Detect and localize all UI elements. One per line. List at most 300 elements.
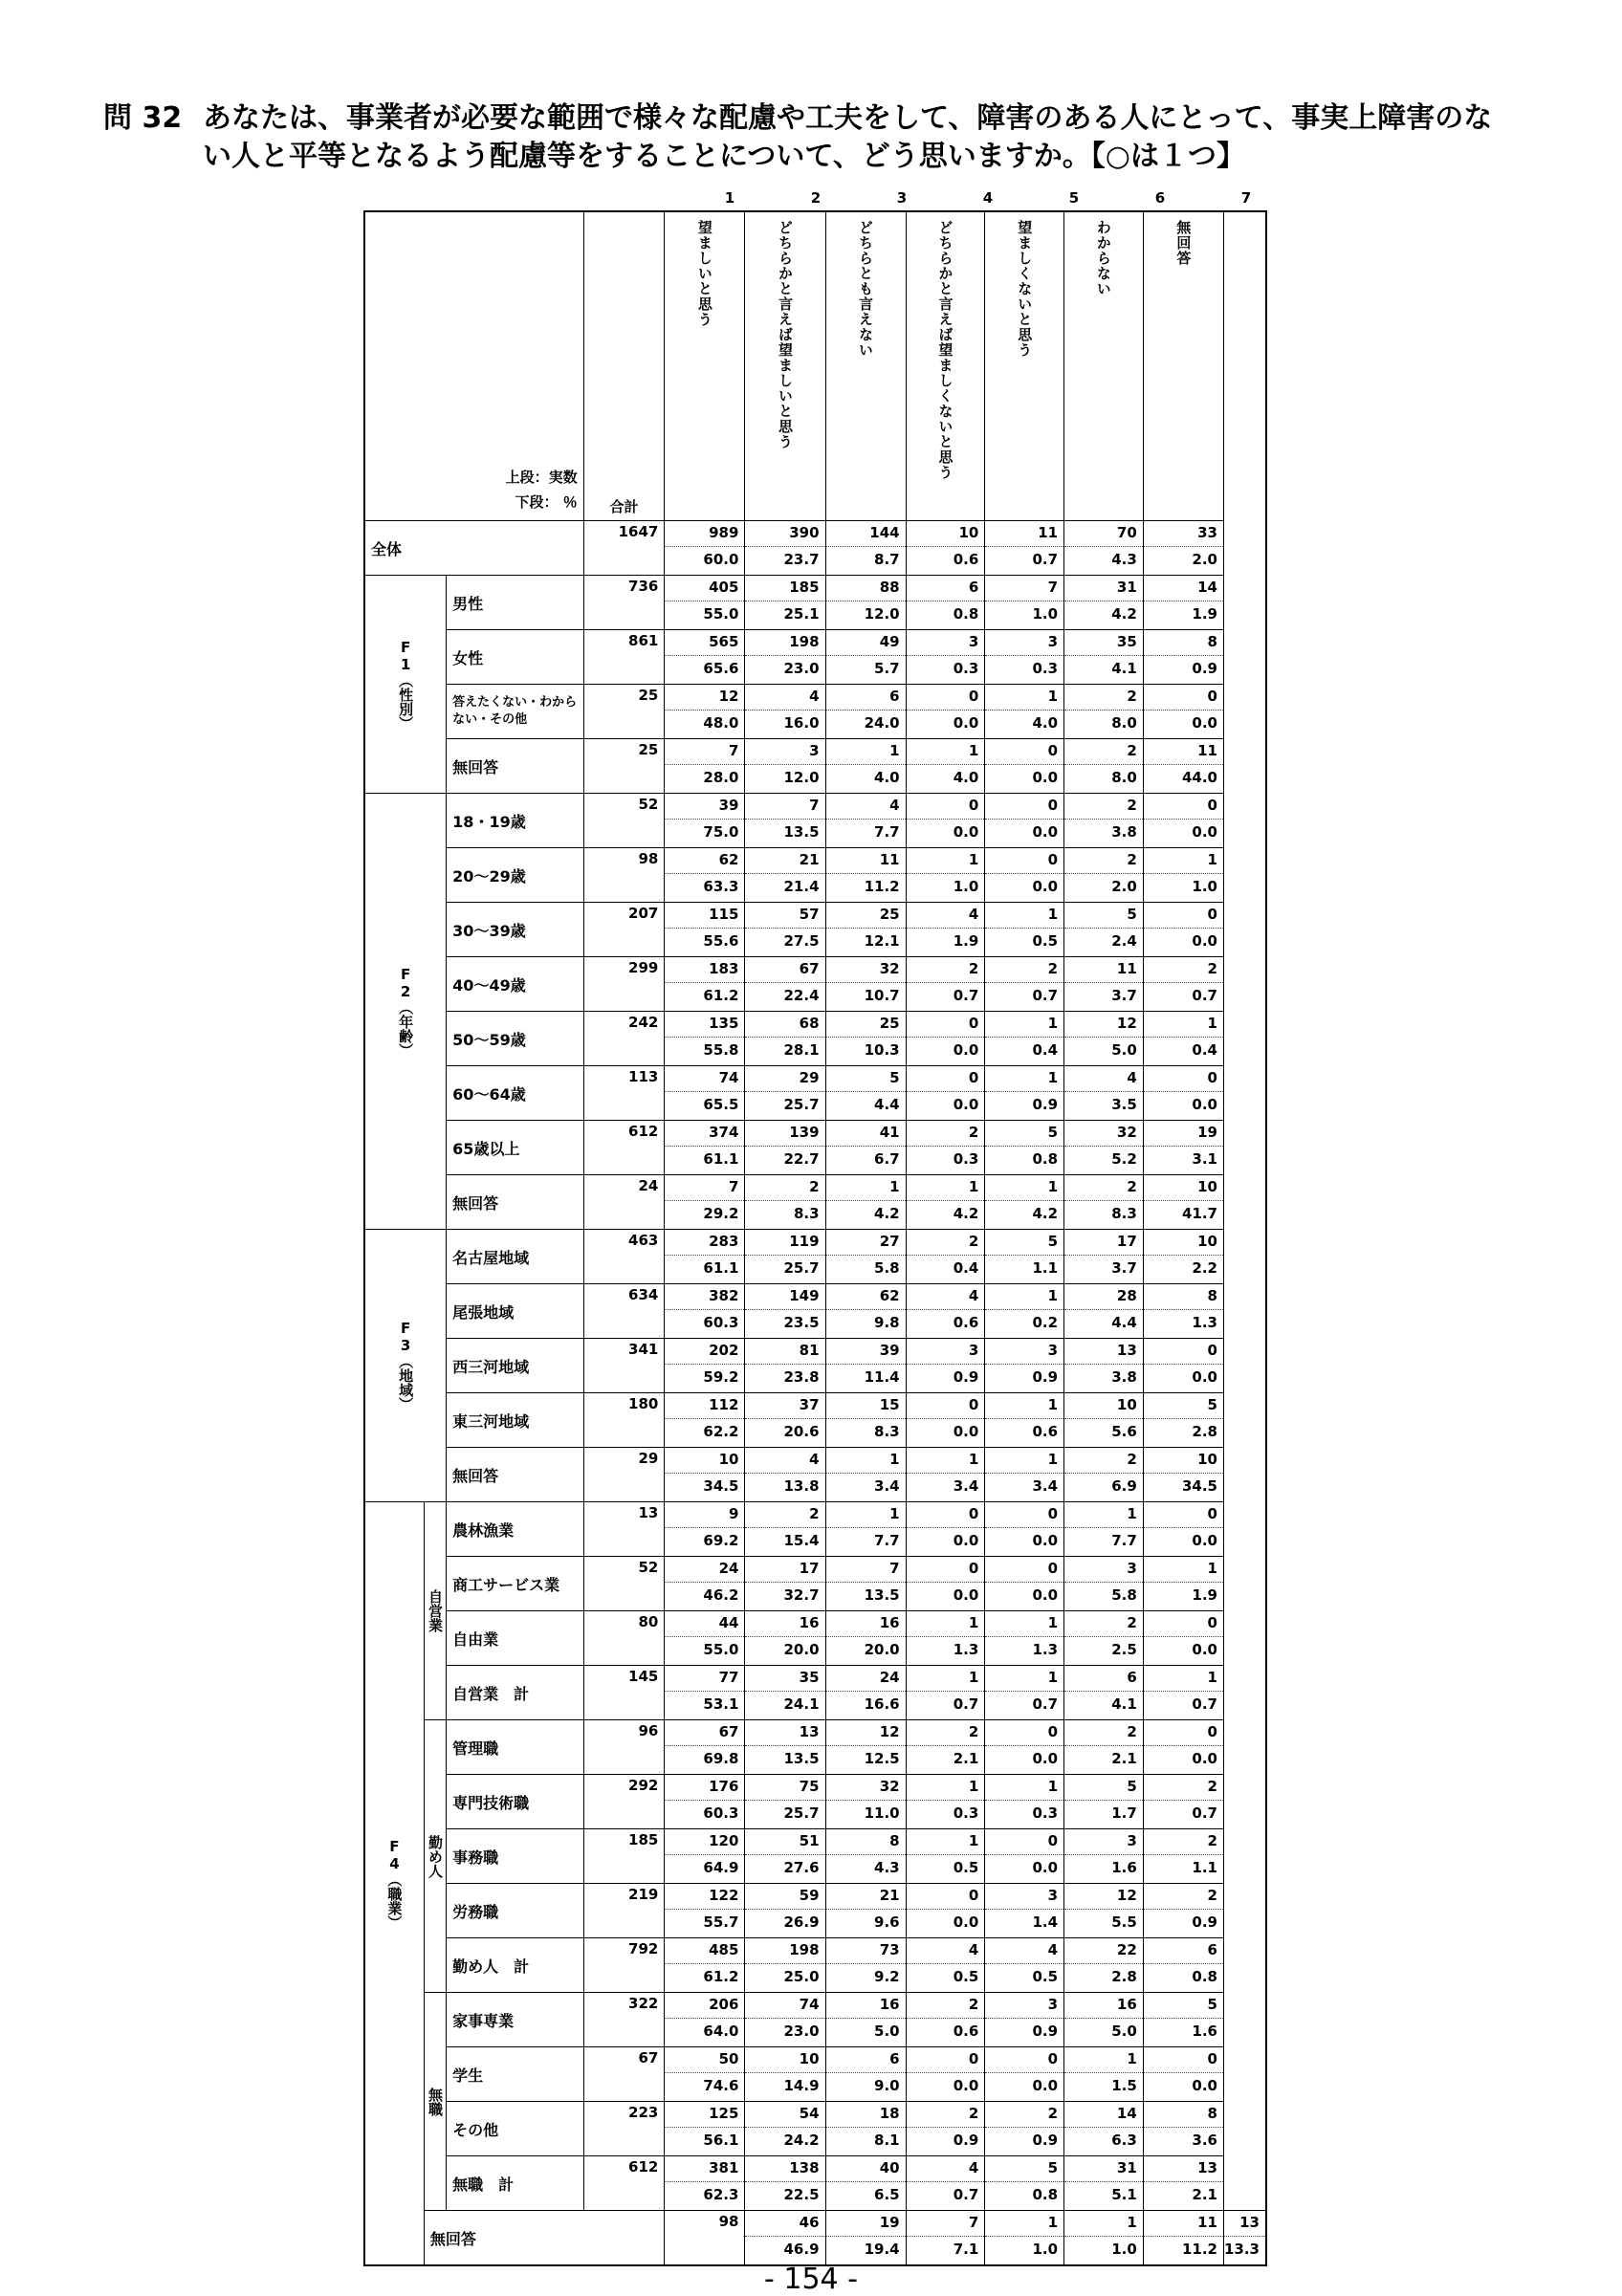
cell-count: 37 bbox=[799, 1396, 820, 1413]
row-total: 792 bbox=[583, 1938, 665, 1993]
data-cell bbox=[665, 1393, 745, 1448]
cell-percent: 46.9 bbox=[745, 2236, 824, 2262]
column-header-label: どちらかと言えば望ましくないと思う bbox=[936, 220, 954, 480]
cell-percent: 59.2 bbox=[665, 1364, 744, 1389]
cell-percent: 9.6 bbox=[826, 1909, 906, 1935]
column-number: 2 bbox=[810, 189, 822, 207]
cell-percent: 23.0 bbox=[745, 2018, 824, 2044]
data-cell bbox=[985, 1284, 1064, 1339]
data-cell bbox=[1064, 576, 1144, 630]
cell-percent: 5.6 bbox=[1064, 1418, 1143, 1444]
data-cell bbox=[906, 1829, 985, 1884]
cell-percent: 1.3 bbox=[907, 1636, 985, 1662]
cell-count: 14 bbox=[1116, 2105, 1137, 2122]
table-row bbox=[364, 1121, 1266, 1175]
table-row bbox=[364, 1938, 1266, 1993]
data-cell bbox=[825, 521, 906, 576]
cell-count: 2 bbox=[1207, 1832, 1217, 1849]
cell-percent: 0.0 bbox=[985, 1582, 1063, 1607]
cell-percent: 11.2 bbox=[1144, 2236, 1223, 2262]
data-cell bbox=[1064, 1012, 1144, 1066]
cell-count: 0 bbox=[1207, 2050, 1217, 2067]
cell-count: 6 bbox=[889, 2050, 900, 2067]
column-number: 3 bbox=[896, 189, 908, 207]
cell-percent: 4.0 bbox=[907, 764, 985, 790]
data-cell bbox=[985, 1339, 1064, 1393]
data-cell bbox=[906, 1339, 985, 1393]
group-label-f2 bbox=[364, 794, 447, 1230]
cell-percent: 13.8 bbox=[745, 1473, 824, 1498]
cell-percent: 25.7 bbox=[745, 1091, 824, 1117]
cell-percent: 55.6 bbox=[665, 928, 744, 953]
subgroup-label-text: 勤め人 bbox=[427, 1834, 444, 1878]
cell-percent: 3.1 bbox=[1144, 1146, 1223, 1171]
cell-percent: 0.0 bbox=[1144, 2072, 1223, 2098]
column-number: 6 bbox=[1154, 189, 1166, 207]
cell-percent: 65.5 bbox=[665, 1091, 744, 1117]
cell-percent: 3.8 bbox=[1064, 819, 1143, 844]
cell-percent: 0.8 bbox=[1144, 1963, 1223, 1989]
data-cell bbox=[745, 2102, 825, 2156]
cell-count: 39 bbox=[718, 797, 739, 814]
cell-count: 1 bbox=[1047, 688, 1059, 705]
data-cell bbox=[745, 1611, 825, 1666]
cell-percent: 29.2 bbox=[665, 1200, 744, 1226]
cell-count: 0 bbox=[968, 1396, 979, 1413]
cell-count: 10 bbox=[718, 1451, 739, 1468]
cell-percent: 0.3 bbox=[985, 1800, 1063, 1826]
cell-percent: 3.8 bbox=[1064, 1364, 1143, 1389]
data-cell bbox=[1223, 2211, 1266, 2266]
data-cell bbox=[1143, 1012, 1223, 1066]
data-cell bbox=[906, 2102, 985, 2156]
cell-percent: 3.5 bbox=[1064, 1091, 1143, 1117]
cell-count: 139 bbox=[789, 1124, 820, 1141]
cell-count: 405 bbox=[709, 579, 739, 596]
cell-count: 19 bbox=[879, 2214, 900, 2231]
cell-count: 75 bbox=[799, 1778, 820, 1795]
data-cell bbox=[1143, 1993, 1223, 2047]
cell-count: 81 bbox=[799, 1342, 820, 1359]
table-row bbox=[364, 1448, 1266, 1502]
data-cell bbox=[1064, 2047, 1144, 2102]
cell-count: 10 bbox=[1116, 1396, 1137, 1413]
data-cell bbox=[745, 2211, 825, 2266]
cell-count: 390 bbox=[789, 524, 820, 541]
data-cell bbox=[985, 1230, 1064, 1284]
data-cell bbox=[1064, 1720, 1144, 1775]
cell-percent: 23.0 bbox=[745, 655, 824, 681]
cell-percent: 0.0 bbox=[1144, 1745, 1223, 1771]
cell-count: 5 bbox=[1207, 1396, 1217, 1413]
cell-percent: 61.2 bbox=[665, 1963, 744, 1989]
row-total: 242 bbox=[583, 1012, 665, 1066]
row-total: 25 bbox=[583, 685, 665, 739]
data-cell bbox=[825, 1666, 906, 1720]
cell-count: 0 bbox=[1207, 688, 1217, 705]
cell-percent: 0.0 bbox=[1144, 928, 1223, 953]
data-cell bbox=[906, 848, 985, 903]
data-cell bbox=[985, 1720, 1064, 1775]
cell-count: 25 bbox=[879, 906, 900, 923]
cell-count: 5 bbox=[1047, 2159, 1059, 2176]
subgroup-label-none bbox=[424, 1993, 446, 2211]
data-cell bbox=[1064, 1884, 1144, 1938]
cell-percent: 2.1 bbox=[1144, 2181, 1223, 2207]
data-cell bbox=[985, 1557, 1064, 1611]
cell-count: 28 bbox=[1116, 1287, 1137, 1304]
data-cell bbox=[985, 1775, 1064, 1829]
data-cell bbox=[665, 1502, 745, 1557]
data-cell bbox=[1064, 794, 1144, 848]
cell-count: 32 bbox=[1116, 1124, 1137, 1141]
cell-count: 0 bbox=[968, 1887, 979, 1904]
cell-count: 19 bbox=[1197, 1124, 1217, 1141]
cell-count: 206 bbox=[709, 1996, 739, 2013]
table-row bbox=[364, 1611, 1266, 1666]
cell-count: 4 bbox=[809, 1451, 820, 1468]
cell-percent: 7.7 bbox=[826, 1527, 906, 1553]
row-label: 40～49歳 bbox=[447, 957, 584, 1012]
cell-count: 1 bbox=[1207, 1669, 1217, 1686]
table-row bbox=[364, 521, 1266, 576]
cell-count: 14 bbox=[1197, 579, 1217, 596]
table-row bbox=[364, 1012, 1266, 1066]
cell-percent: 1.0 bbox=[1064, 2236, 1143, 2262]
data-cell bbox=[745, 2047, 825, 2102]
cell-percent: 5.0 bbox=[826, 2018, 906, 2044]
data-cell bbox=[906, 1230, 985, 1284]
cell-count: 31 bbox=[1116, 579, 1137, 596]
cell-count: 1 bbox=[968, 1614, 979, 1631]
cell-percent: 74.6 bbox=[665, 2072, 744, 2098]
cell-percent: 0.0 bbox=[907, 1527, 985, 1553]
row-label: 無職 計 bbox=[447, 2156, 584, 2211]
cell-count: 1 bbox=[1127, 2214, 1137, 2231]
row-total: 612 bbox=[583, 1121, 665, 1175]
data-cell bbox=[1143, 1230, 1223, 1284]
table-row bbox=[364, 2156, 1266, 2211]
data-cell bbox=[985, 794, 1064, 848]
cell-count: 1 bbox=[889, 1451, 900, 1468]
cell-percent: 61.2 bbox=[665, 982, 744, 1008]
legend-bottom: 下段： ％ bbox=[515, 493, 578, 511]
table-row bbox=[364, 630, 1266, 685]
cell-count: 125 bbox=[709, 2105, 739, 2122]
data-cell bbox=[745, 1829, 825, 1884]
data-cell bbox=[1143, 1066, 1223, 1121]
data-cell bbox=[825, 630, 906, 685]
cell-count: 112 bbox=[709, 1396, 739, 1413]
data-cell bbox=[1143, 1611, 1223, 1666]
cell-count: 115 bbox=[709, 906, 739, 923]
cell-count: 0 bbox=[1207, 1723, 1217, 1740]
cell-percent: 7.7 bbox=[1064, 1527, 1143, 1553]
row-total: 341 bbox=[583, 1339, 665, 1393]
cell-count: 5 bbox=[889, 1069, 900, 1086]
table-row bbox=[364, 1393, 1266, 1448]
data-cell bbox=[665, 1284, 745, 1339]
data-cell bbox=[825, 1393, 906, 1448]
cell-percent: 22.4 bbox=[745, 982, 824, 1008]
column-header bbox=[1064, 211, 1144, 521]
cell-count: 21 bbox=[879, 1887, 900, 1904]
data-cell bbox=[665, 1230, 745, 1284]
cell-count: 5 bbox=[1047, 1124, 1059, 1141]
data-cell bbox=[825, 1938, 906, 1993]
cell-percent: 4.2 bbox=[907, 1200, 985, 1226]
cell-percent: 1.5 bbox=[1064, 2072, 1143, 2098]
row-total: 24 bbox=[583, 1175, 665, 1230]
cell-count: 6 bbox=[1207, 1941, 1217, 1958]
cell-percent: 4.4 bbox=[826, 1091, 906, 1117]
data-cell bbox=[906, 1938, 985, 1993]
cell-percent: 0.0 bbox=[1144, 1091, 1223, 1117]
group-label-text: F1（性別） bbox=[397, 638, 415, 731]
data-cell bbox=[906, 1502, 985, 1557]
data-cell bbox=[825, 1448, 906, 1502]
row-total: 113 bbox=[583, 1066, 665, 1121]
cell-count: 382 bbox=[709, 1287, 739, 1304]
table-row bbox=[364, 1284, 1266, 1339]
cell-percent: 13.5 bbox=[826, 1582, 906, 1607]
cell-percent: 1.0 bbox=[985, 2236, 1063, 2262]
data-cell bbox=[1064, 1284, 1144, 1339]
cell-percent: 2.5 bbox=[1064, 1636, 1143, 1662]
cell-percent: 2.0 bbox=[1064, 873, 1143, 899]
table-row bbox=[364, 1230, 1266, 1284]
cell-count: 57 bbox=[799, 906, 820, 923]
data-cell bbox=[825, 1884, 906, 1938]
table-row bbox=[364, 1829, 1266, 1884]
cell-percent: 46.2 bbox=[665, 1582, 744, 1607]
cell-count: 4 bbox=[968, 1287, 979, 1304]
cell-count: 16 bbox=[799, 1614, 820, 1631]
cell-percent: 0.7 bbox=[985, 982, 1063, 1008]
data-cell bbox=[665, 1012, 745, 1066]
row-label: 名古屋地域 bbox=[447, 1230, 584, 1284]
cell-percent: 16.0 bbox=[745, 710, 824, 735]
row-label: 18・19歳 bbox=[447, 794, 584, 848]
cell-count: 120 bbox=[709, 1832, 739, 1849]
data-cell bbox=[906, 1611, 985, 1666]
cell-count: 1 bbox=[1207, 851, 1217, 868]
data-cell bbox=[825, 794, 906, 848]
data-cell bbox=[745, 1393, 825, 1448]
cell-count: 17 bbox=[799, 1560, 820, 1577]
data-cell bbox=[665, 1884, 745, 1938]
data-cell bbox=[1064, 2156, 1144, 2211]
cell-count: 7 bbox=[809, 797, 820, 814]
cell-count: 16 bbox=[1116, 1996, 1137, 2013]
cell-percent: 64.0 bbox=[665, 2018, 744, 2044]
data-cell bbox=[665, 1775, 745, 1829]
cell-percent: 0.0 bbox=[907, 1418, 985, 1444]
data-cell bbox=[825, 2156, 906, 2211]
data-cell bbox=[665, 903, 745, 957]
cell-count: 32 bbox=[879, 960, 900, 977]
row-total: 299 bbox=[583, 957, 665, 1012]
cell-percent: 75.0 bbox=[665, 819, 744, 844]
cell-percent: 3.4 bbox=[826, 1473, 906, 1498]
data-cell bbox=[1143, 521, 1223, 576]
cell-percent: 0.9 bbox=[985, 1091, 1063, 1117]
cell-count: 2 bbox=[1127, 1451, 1137, 1468]
cell-count: 11 bbox=[1116, 960, 1137, 977]
data-cell bbox=[825, 1720, 906, 1775]
cell-count: 68 bbox=[799, 1015, 820, 1032]
cell-count: 5 bbox=[1127, 1778, 1137, 1795]
cell-percent: 10.7 bbox=[826, 982, 906, 1008]
cell-percent: 28.1 bbox=[745, 1037, 824, 1062]
row-label: 女性 bbox=[447, 630, 584, 685]
cell-percent: 0.8 bbox=[985, 2181, 1063, 2207]
cell-percent: 25.1 bbox=[745, 601, 824, 626]
cell-count: 11 bbox=[1197, 742, 1217, 759]
cell-percent: 0.7 bbox=[985, 546, 1063, 572]
cell-count: 67 bbox=[799, 960, 820, 977]
cell-percent: 22.5 bbox=[745, 2181, 824, 2207]
column-numbers bbox=[363, 189, 1267, 210]
data-cell bbox=[825, 1557, 906, 1611]
data-cell bbox=[745, 1993, 825, 2047]
data-cell bbox=[825, 1502, 906, 1557]
cell-percent: 22.7 bbox=[745, 1146, 824, 1171]
table-row bbox=[364, 1775, 1266, 1829]
cell-percent: 2.8 bbox=[1144, 1418, 1223, 1444]
data-cell bbox=[906, 685, 985, 739]
cell-percent: 0.0 bbox=[1144, 1364, 1223, 1389]
cell-count: 10 bbox=[1197, 1451, 1217, 1468]
data-cell bbox=[985, 2211, 1064, 2266]
data-cell bbox=[1143, 1502, 1223, 1557]
table-row bbox=[364, 848, 1266, 903]
data-cell bbox=[1143, 1284, 1223, 1339]
row-total: 52 bbox=[583, 794, 665, 848]
cell-count: 2 bbox=[1127, 851, 1137, 868]
data-cell bbox=[825, 1339, 906, 1393]
data-cell bbox=[1143, 1938, 1223, 1993]
column-number: 4 bbox=[982, 189, 994, 207]
row-label: 商工サービス業 bbox=[447, 1557, 584, 1611]
data-cell bbox=[1064, 2102, 1144, 2156]
cell-percent: 12.0 bbox=[826, 601, 906, 626]
cell-percent: 0.4 bbox=[907, 1255, 985, 1280]
column-number: 7 bbox=[1240, 189, 1252, 207]
data-cell bbox=[906, 957, 985, 1012]
data-cell bbox=[985, 1666, 1064, 1720]
cell-percent: 5.8 bbox=[1064, 1582, 1143, 1607]
header-corner bbox=[364, 211, 583, 521]
cell-count: 2 bbox=[1127, 742, 1137, 759]
cell-count: 3 bbox=[1127, 1832, 1137, 1849]
cell-percent: 3.4 bbox=[985, 1473, 1063, 1498]
table-row bbox=[364, 1666, 1266, 1720]
cell-percent: 8.1 bbox=[826, 2127, 906, 2153]
cell-count: 44 bbox=[718, 1614, 739, 1631]
cell-count: 4 bbox=[1127, 1069, 1137, 1086]
data-cell bbox=[1143, 1121, 1223, 1175]
cell-count: 4 bbox=[809, 688, 820, 705]
data-cell bbox=[906, 2211, 985, 2266]
data-cell bbox=[745, 1938, 825, 1993]
data-cell bbox=[745, 1448, 825, 1502]
data-cell bbox=[985, 630, 1064, 685]
cell-count: 198 bbox=[789, 1941, 820, 1958]
group-label-f4 bbox=[364, 1502, 424, 2266]
cell-percent: 8.0 bbox=[1064, 764, 1143, 790]
data-cell bbox=[745, 1775, 825, 1829]
cell-count: 283 bbox=[709, 1233, 739, 1250]
data-cell bbox=[1143, 794, 1223, 848]
cell-count: 35 bbox=[1116, 633, 1137, 650]
cell-count: 12 bbox=[1116, 1015, 1137, 1032]
cell-count: 35 bbox=[799, 1669, 820, 1686]
data-cell bbox=[1143, 903, 1223, 957]
cell-count: 7 bbox=[1047, 579, 1059, 596]
data-cell bbox=[1064, 1502, 1144, 1557]
cell-percent: 23.8 bbox=[745, 1364, 824, 1389]
cell-count: 40 bbox=[879, 2159, 900, 2176]
data-cell bbox=[906, 1993, 985, 2047]
cell-count: 0 bbox=[1207, 797, 1217, 814]
cell-percent: 24.0 bbox=[826, 710, 906, 735]
data-cell bbox=[1064, 1448, 1144, 1502]
data-cell bbox=[665, 1121, 745, 1175]
cell-count: 88 bbox=[879, 579, 900, 596]
data-cell bbox=[1143, 1557, 1223, 1611]
row-label: その他 bbox=[447, 2102, 584, 2156]
data-cell bbox=[825, 903, 906, 957]
cell-percent: 28.0 bbox=[665, 764, 744, 790]
cell-count: 0 bbox=[1047, 797, 1059, 814]
data-cell bbox=[1143, 848, 1223, 903]
data-cell bbox=[906, 1121, 985, 1175]
cell-percent: 12.1 bbox=[826, 928, 906, 953]
table-row bbox=[364, 2047, 1266, 2102]
row-label: 全体 bbox=[364, 521, 583, 576]
cell-percent: 0.5 bbox=[985, 1963, 1063, 1989]
data-cell bbox=[825, 1993, 906, 2047]
cell-percent: 23.7 bbox=[745, 546, 824, 572]
column-number: 5 bbox=[1068, 189, 1080, 207]
cell-count: 2 bbox=[968, 2105, 979, 2122]
cell-percent: 69.2 bbox=[665, 1527, 744, 1553]
cell-count: 6 bbox=[1127, 1669, 1137, 1686]
cell-count: 4 bbox=[968, 906, 979, 923]
cell-count: 1 bbox=[968, 1669, 979, 1686]
cell-count: 1 bbox=[889, 1505, 900, 1522]
cell-count: 1 bbox=[1047, 2214, 1059, 2231]
cell-count: 17 bbox=[1116, 1233, 1137, 1250]
cell-count: 3 bbox=[968, 1342, 979, 1359]
data-cell bbox=[665, 739, 745, 794]
cell-count: 11 bbox=[879, 851, 900, 868]
data-cell bbox=[745, 739, 825, 794]
data-cell bbox=[665, 1666, 745, 1720]
cell-count: 1 bbox=[968, 742, 979, 759]
cell-percent: 5.1 bbox=[1064, 2181, 1143, 2207]
table-row bbox=[364, 1339, 1266, 1393]
row-total: 29 bbox=[583, 1448, 665, 1502]
cell-percent: 0.0 bbox=[985, 1527, 1063, 1553]
cell-percent: 62.3 bbox=[665, 2181, 744, 2207]
cell-percent: 0.5 bbox=[907, 1963, 985, 1989]
cell-count: 135 bbox=[709, 1015, 739, 1032]
subgroup-label-text: 無職 bbox=[427, 2087, 444, 2116]
cell-percent: 55.8 bbox=[665, 1037, 744, 1062]
row-label: 無回答 bbox=[447, 1175, 584, 1230]
